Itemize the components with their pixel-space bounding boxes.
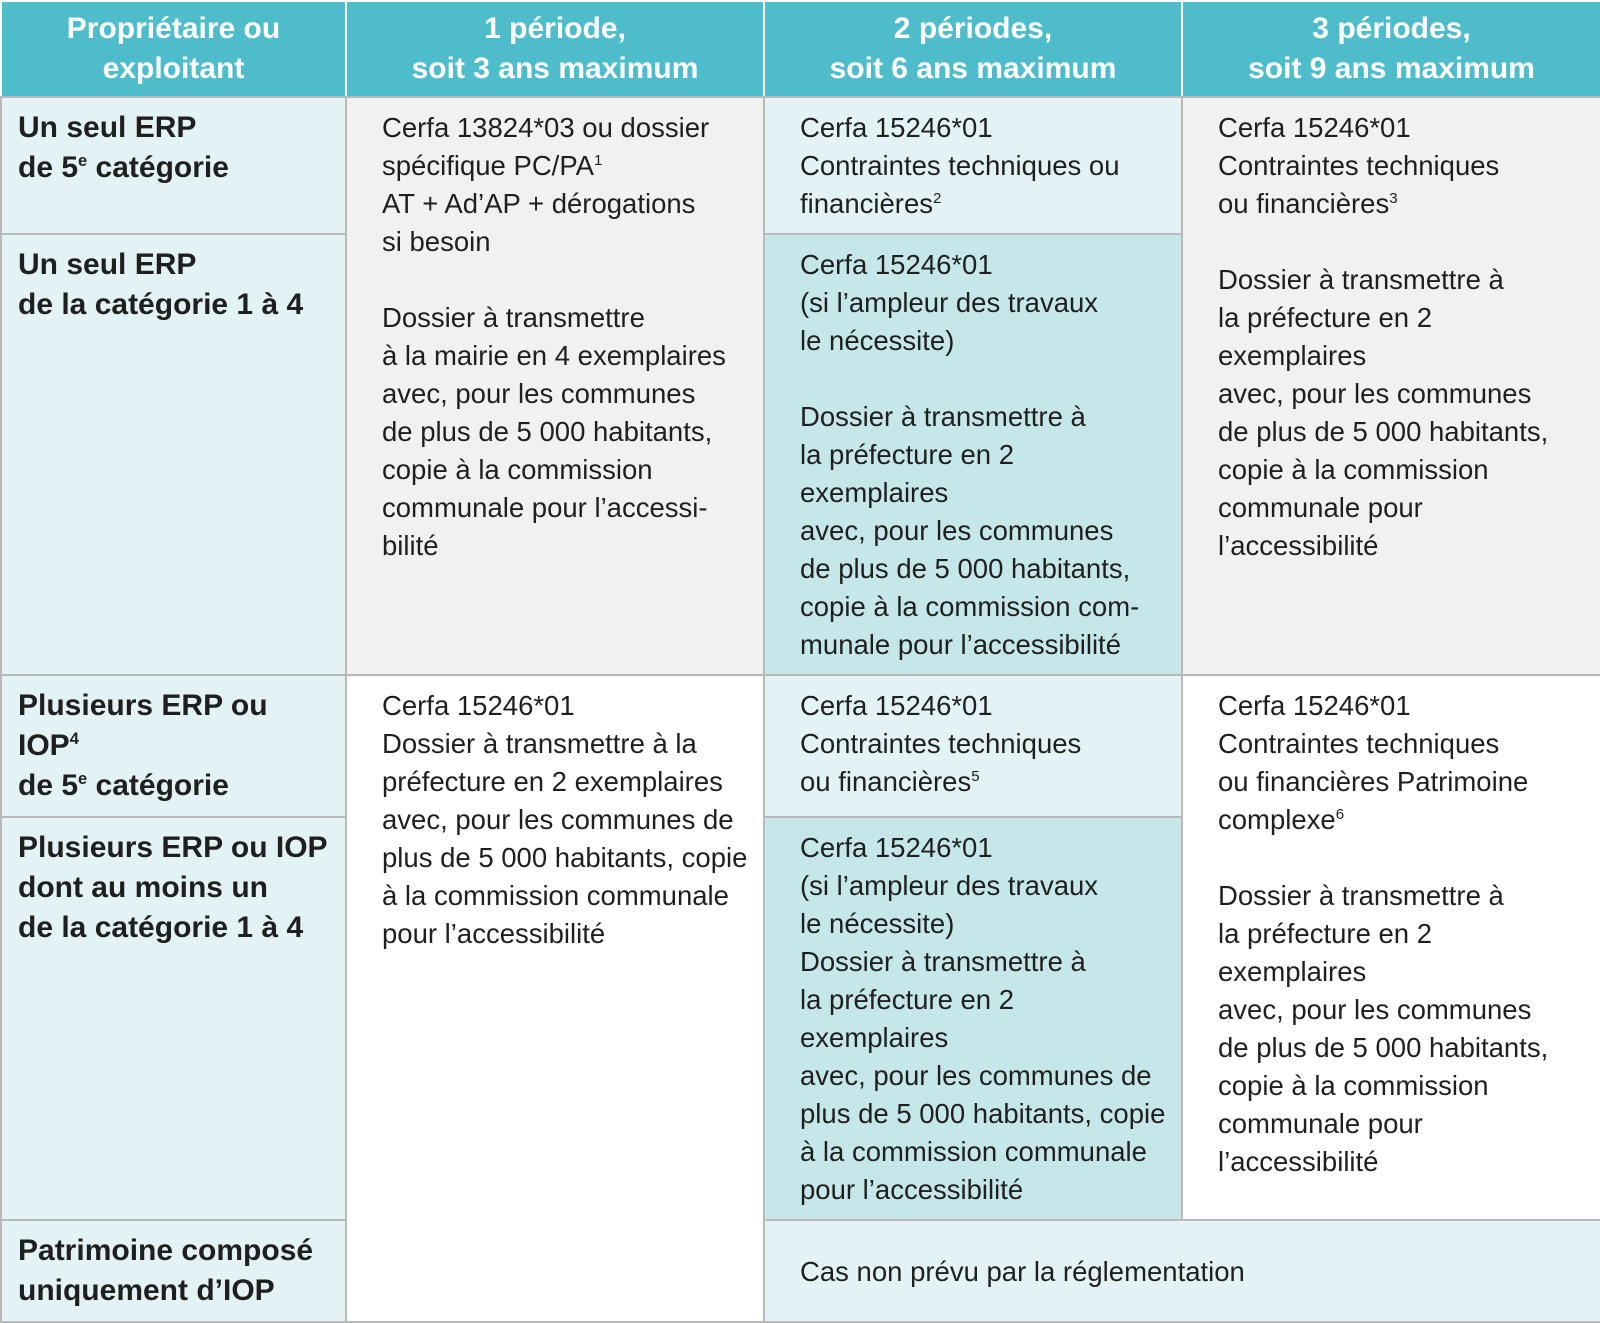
row-label-iop-only: Patrimoine composé uniquement d’IOP: [1, 1220, 346, 1322]
row-label-single-erp-cat5: Un seul ERP de 5e catégorie: [1, 97, 346, 234]
table-row: [1, 97, 1600, 234]
header-1-period: 1 période, soit 3 ans maximum: [346, 1, 764, 97]
cell-single-erp-cat5-2-periods: Cerfa 15246*01 Contraintes techniques ou financières$^2$: [764, 97, 1182, 234]
cell-multi-erp-3-periods: Cerfa 15246*01 Contraintes techniques ou financières Patrimoine complexe$^6$ Dossier à transmettre à la préfecture en 2 exemplaires avec, pour les communes de plus de 5 000 habitants, copie à la commission communale pour l’accessibilité: [1182, 675, 1600, 1220]
row-label-multi-erp-cat1-4: Plusieurs ERP ou IOP dont au moins un de la catégorie 1 à 4: [1, 817, 346, 1220]
cell-multi-erp-cat1-4-2-periods: Cerfa 15246*01 (si l’ampleur des travaux le nécessite) Dossier à transmettre à la préfecture en 2 exemplaires avec, pour les communes de plus de 5 000 habitants, copie à la commission communale pour l’accessibilité: [764, 817, 1182, 1220]
header-3-periods: 3 périodes, soit 9 ans maximum: [1182, 1, 1600, 97]
cell-single-erp-cat1-4-2-periods: Cerfa 15246*01 (si l’ampleur des travaux le nécessite) Dossier à transmettre à la préfecture en 2 exemplaires avec, pour les communes de plus de 5 000 habitants, copie à la commission com- munale pour l’accessibilité: [764, 234, 1182, 675]
header-row: [1, 1, 1600, 97]
cell-multi-erp-1-period: Cerfa 15246*01 Dossier à transmettre à la préfecture en 2 exemplaires avec, pour les communes de plus de 5 000 habitants, copie à la commission communale pour l’accessibilité: [346, 675, 764, 1322]
header-2-periods: 2 périodes, soit 6 ans maximum: [764, 1, 1182, 97]
cell-single-erp-1-period: Cerfa 13824*03 ou dossier spécifique $PC/PA^1$ AT + Ad’AP + dérogations si besoin Dossier à transmettre à la mairie en 4 exemplaires avec, pour les communes de plus de 5 000 habitants, copie à la commission communale pour l’accessi- bilité: [346, 97, 764, 675]
cell-iop-not-provided: Cas non prévu par la réglementation: [764, 1220, 1600, 1322]
table-row: [1, 675, 1600, 817]
row-label-single-erp-cat1-4: Un seul ERP de la catégorie 1 à 4: [1, 234, 346, 675]
row-label-multi-erp-cat5: Plusieurs ERP ou IOP$^4$ de 5e catégorie: [1, 675, 346, 817]
table-row: [1, 1220, 1600, 1322]
cell-single-erp-3-periods: Cerfa 15246*01 Contraintes techniques ou financières$^3$ Dossier à transmettre à la préfecture en 2 exemplaires avec, pour les communes de plus de 5 000 habitants, copie à la commission communale pour l’accessibilité: [1182, 97, 1600, 675]
header-owner: Propriétaire ou exploitant: [1, 1, 346, 97]
cell-multi-erp-cat5-2-periods: Cerfa 15246*01 Contraintes techniques ou financières$^5$: [764, 675, 1182, 817]
